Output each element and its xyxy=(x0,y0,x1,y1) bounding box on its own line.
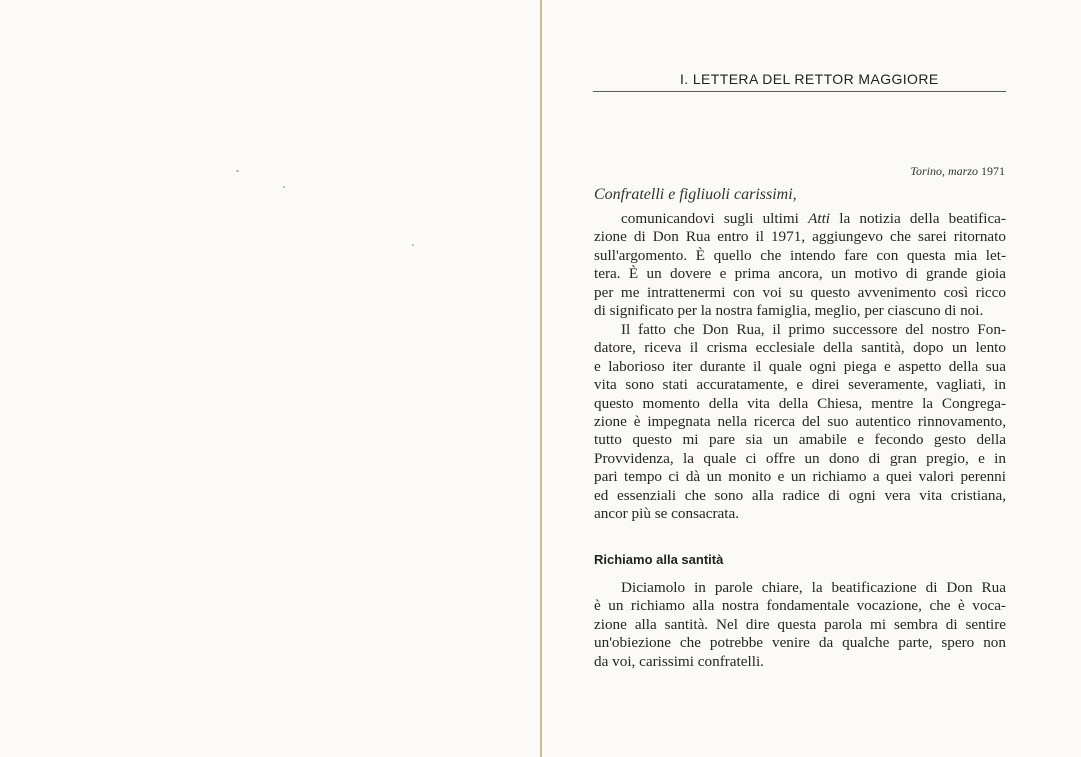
text-line: di significato per la nostra famiglia, meglio, per ciascuno di noi. xyxy=(594,301,984,319)
italic-word: Atti xyxy=(808,210,831,227)
text-line: e laborioso iter durante il quale ogni piega e aspetto della sua xyxy=(594,357,1006,375)
dateline-year: 1971 xyxy=(981,164,1005,178)
text-line: tutto questo mi pare sia un amabile e fecondo gesto della xyxy=(594,431,1006,449)
paragraph-3 xyxy=(594,579,1006,671)
text-line: un'obiezione che potrebbe venire da qualche parte, spero non xyxy=(594,634,1006,652)
paper-speck xyxy=(236,170,239,172)
paper-speck xyxy=(412,244,414,246)
text-line: vita sono stati accuratamente, e direi severamente, vagliati, in xyxy=(594,376,1006,394)
text-line: da voi, carissimi confratelli. xyxy=(594,652,764,670)
letter-dateline xyxy=(910,164,1005,179)
text-line: sull'argomento. È quello che intendo fare con questa mia let- xyxy=(594,246,1006,264)
dateline-month: marzo xyxy=(947,164,978,178)
text-line: Diciamolo in parole chiare, la beatificazione di Don Rua xyxy=(621,579,1006,596)
text-line: Il fatto che Don Rua, il primo successore del nostro Fon- xyxy=(621,321,1006,338)
text-line: questo momento della vita della Chiesa, mentre la Congrega- xyxy=(594,394,1006,412)
text-line: pari tempo ci dà un monito e un richiamo a quei valori perenni xyxy=(594,468,1006,486)
text-line: ed essenziali che sono alla radice di ogni vera vita cristiana, xyxy=(594,486,1006,504)
text-line: comunicandovi sugli ultimi Atti la notizia della beatifica- xyxy=(621,210,1006,227)
text-line: ancor più se consacrata. xyxy=(594,504,740,522)
text-line: zione di Don Rua entro il 1971, aggiungevo che sarei ritornato xyxy=(594,228,1006,246)
paragraph-1 xyxy=(594,210,1006,320)
text-line: per me intrattenermi con voi su questo avvenimento così ricco xyxy=(594,283,1006,301)
dateline-city: Torino, xyxy=(910,164,945,178)
paragraph-2 xyxy=(594,321,1006,523)
text-line: tera. È un dovere e prima ancora, un motivo di grande gioia xyxy=(594,265,1006,283)
text-line: zione è impegnata nella ricerca del suo autentico rinnovamento, xyxy=(594,412,1006,430)
left-page xyxy=(0,0,540,757)
text-line: zione alla santità. Nel dire questa parola mi sembra di sentire xyxy=(594,615,1006,633)
text-line: è un richiamo alla nostra fondamentale vocazione, che è voca- xyxy=(594,597,1006,615)
page-header-title: I. LETTERA DEL RETTOR MAGGIORE xyxy=(680,71,939,87)
text-line: Provvidenza, la quale ci offre un dono di gran pregio, e in xyxy=(594,449,1006,467)
header-rule xyxy=(593,91,1006,92)
section-heading: Richiamo alla santità xyxy=(594,552,724,567)
letter-salutation: Confratelli e figliuoli carissimi, xyxy=(594,186,797,203)
text-line: datore, riceva il crisma ecclesiale della santità, dopo un lento xyxy=(594,339,1006,357)
paper-speck xyxy=(283,186,285,188)
